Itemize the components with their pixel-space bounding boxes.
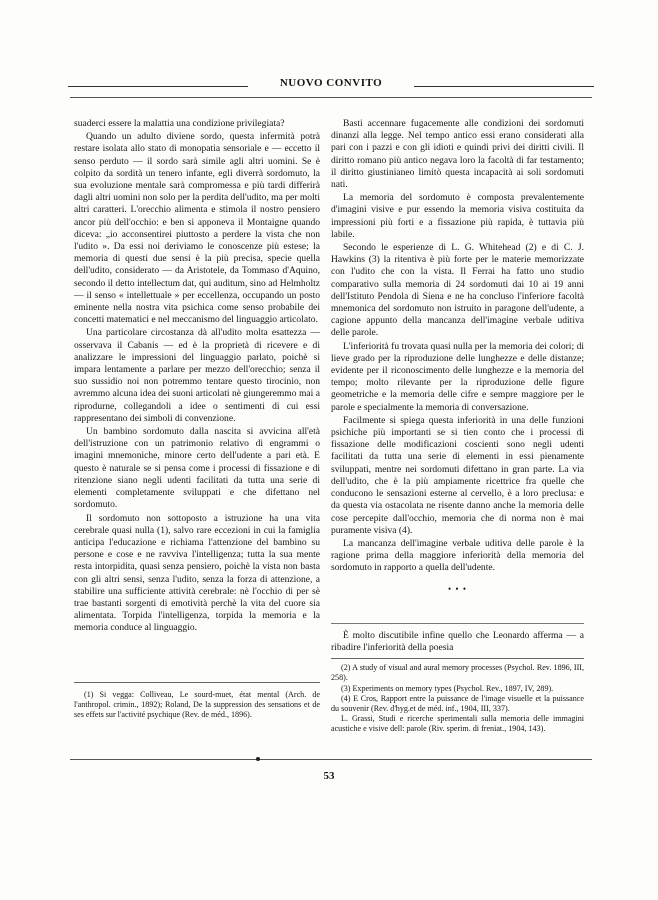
closing-paragraph: È molto discutibile infine quello che Leonardo afferma — a ribadire l'inferiorità della poesia [331, 629, 584, 653]
right-column [331, 118, 584, 735]
footnote: (1) Si vegga: Colliveau, Le sourd-muet, état mental (Arch. de l'anthropol. crimin., 1892); Roland, De la suppression des sensations et de ses effets sur l'activité psychique (Rev. de méd., 1896). [74, 690, 320, 720]
running-title: NUOVO CONVITO [279, 77, 383, 89]
right-footnotes [331, 663, 584, 734]
footnote-rule [331, 658, 584, 659]
paragraph: Quando un adulto diviene sordo, questa infermità potrà restare isolata allo stato di monopatia sensoriale e — eccetto il senso perduto — il sordo sarà simile agli altri uomini. Se è colpito da sordità un tenero infante, egli diverrà sordomuto, la sua evoluzione mentale sarà compromessa e più tardi differirà dagli altri uomini non solo per la perdita dell'udito, ma per molti altri caratteri. L'orecchio alimenta e stimola il nostro pensiero ancor più dell'occhio: e ben si apponeva il Montaigne quando diceva: „io acconsentirei piuttosto a perdere la vista che non l'udito ». Da essi noi deriviamo le conoscenze più estese; la memoria di questi due sensi è la più precisa, specie quella dell'udito, considerato — da Aristotele, da Tommaso d'Aquino, secondo il detto intellectum dat, qui auditum, sino ad Helmholtz — il senso « intellettuale » per eccellenza, occupando un posto eminente nella nostra vita psichica come senso probabile dei concetti matematici e nel meccanismo del linguaggio articolato. [74, 131, 320, 326]
page-number: 53 [323, 770, 335, 782]
header-ornament-rule-right [414, 86, 594, 87]
paragraph: Facilmente si spiega questa inferiorità in una delle funzioni psichiche più importanti se si tien conto che i processi di fissazione delle modificazioni coscienti sono negli udenti facilitati da tutta una serie di elementi in essi pienamente sviluppati, mentre nei sordomuti difettano in gran parte. La via dell'udito, che è la più ampiamente ricettrice fra quelle che conducono le sensazioni esterne al cervello, è a loro preclusa: e da questa via ostacolata ne risente danno anche la memoria delle cose percepite dall'occhio, memoria che di norma non è mai puramente visiva (4). [331, 414, 584, 536]
footnote: L. Grassi, Studi e ricerche sperimentali sulla memoria delle immagini acustiche e visive dell: parole (Riv. sperim. di freniat., 1904, 143). [331, 714, 584, 734]
paragraph: Secondo le esperienze di L. G. Whitehead (2) e di C. J. Hawkins (3) la ritentiva è più forte per le materie memorizzate con l'udito che con la vista. Il Ferrai ha fatto uno studio comparativo sulla memoria di 24 sordomuti dai 10 ai 19 anni dell'Istituto Pendola di Siena e ne ha concluso l'inferiore facoltà mnemonica del sordomuto non istruito in paragone dell'udente, a cagione appunto della mancanza dell'imagine verbale uditiva delle parole. [331, 242, 584, 339]
paragraph: Un bambino sordomuto dalla nascita si avvicina all'età dell'istruzione con un patrimonio relativo di engrammi o imagini mnemoniche, minore certo dell'udente a pari età. E questo è naturale se si pensa come i processi di fissazione e di ritenzione siano negli udenti facilitati da tutta una serie di elementi completamente sviluppati e che difettano nel sordomuto. [74, 426, 320, 511]
footnote: (3) Experiments on memory types (Psychol. Rev., 1897, IV, 289). [341, 683, 554, 693]
paragraph: La memoria del sordomuto è composta prevalentemente d'imagini visive e pur essendo la memoria visiva costituita da impressioni più forti e a fissazione più rapida, è tuttavia più labile. [331, 192, 584, 240]
paragraph: L'inferiorità fu trovata quasi nulla per la memoria dei colori; di lieve grado per la riproduzione delle lunghezze e delle distanze; evidente per il riconoscimento delle lunghezze e la memoria del tempo; molto rilevante per la riproduzione delle figure geometriche e la memoria delle cifre e sempre maggiore per le parole e specialmente la memoria di conversazione. [331, 340, 584, 413]
header-rule [70, 97, 592, 98]
header-ornament-rule-left [68, 86, 248, 87]
left-column [74, 118, 320, 635]
paragraph: Basti accennare fugacemente alle condizioni dei sordomuti dinanzi alla legge. Nel tempo antico essi erano considerati alla pari con i pazzi e con gli idioti e quindi privi dei diritti civili. Il diritto romano più antico negava loro la facoltà di far testamento; il diritto giustinianeo limitò questa incapacità ai soli sordomuti nati. [331, 118, 584, 191]
footnote-rule [74, 682, 320, 683]
footnote: (2) A study of visual and aural memory processes (Psychol. Rev. 1896, III, 258). [331, 663, 584, 683]
paragraph: Il sordomuto non sottoposto a istruzione ha una vita cerebrale quasi nulla (1), salvo rare eccezioni in cui la famiglia anticipa l'educazione e richiama l'attenzione del bambino su persone e cose e ne ravviva l'intelligenza; tutta la sua mente resta intorpidita, quasi senza pensiero, poichè la vista non basta con gli altri sensi, senza l'udito, senza la forza di attenzione, a stabilire una sufficiente attività cerebrale: nè l'occhio di per sè trae bastanti sorgenti di emotività perchè la vita del cuore sia alimentata. Torpida l'intelligenza, torpida la memoria e la memoria conduce al linguaggio. [74, 512, 320, 634]
section-rule [331, 623, 584, 624]
footer-rule [70, 759, 592, 760]
footnote: (4) E Cros, Rapport entre la puissance de l'image visuelle et la puissance du souvenir (Rev. d'hyg.et de méd. inf., 1904, III, 337). [331, 693, 584, 713]
paragraph: Una particolare circostanza dà all'udito molta esattezza — osservava il Cabanis — ed è la proprietà di ricevere e di analizzare le impressioni del linguaggio parlato, poichè si impara lentamente a parlare per mezzo dell'orecchio; senza il suo sussidio noi non potremmo tentare questo tirocinio, non avremmo alcuna idea dei suoni articolati nè giungeremmo mai a riprodurne, collegandoli a idee o sentimenti di cui essi rappresentano dei simboli di convenzione. [74, 327, 320, 424]
paragraph: suaderci essere la malattia una condizione privilegiata? [74, 118, 285, 129]
ornament-dot-icon [256, 757, 260, 761]
left-footnotes [74, 690, 320, 721]
running-head [68, 77, 594, 89]
section-break-asterism: • • • [448, 583, 467, 594]
paragraph: La mancanza dell'imagine verbale uditiva delle parole è la ragione prima della maggiore inferiorità della memoria del sordomuto in rapporto a quella dell'udente. [331, 537, 584, 574]
